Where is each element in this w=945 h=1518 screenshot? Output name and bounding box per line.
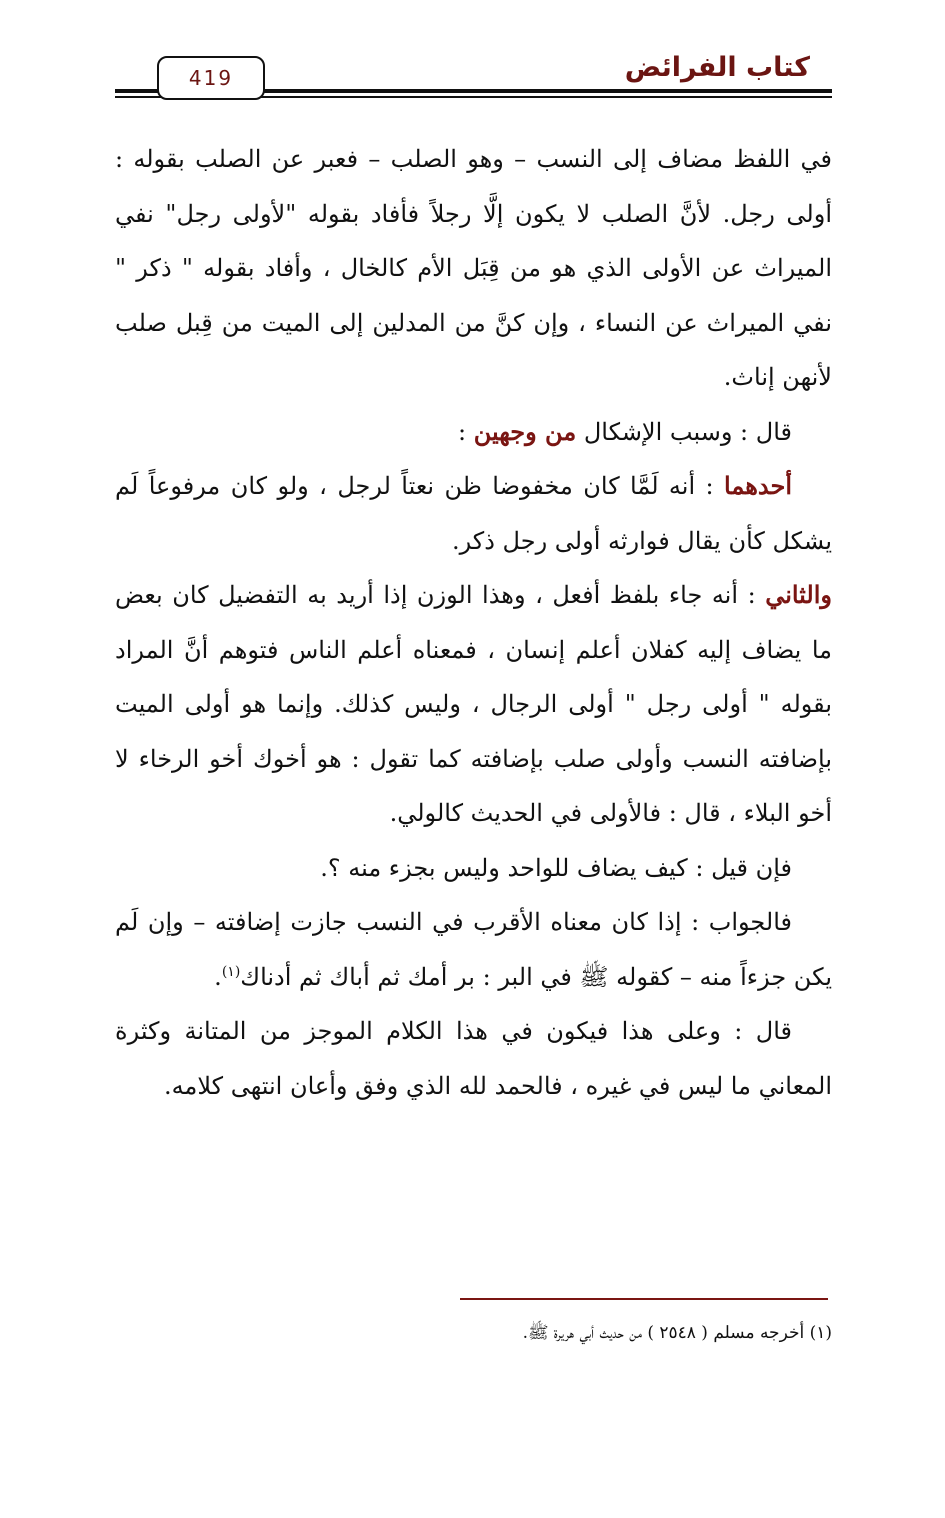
paragraph-2-text: قال : وسبب الإشكال xyxy=(576,417,792,446)
paragraph-4-highlight: والثاني xyxy=(765,580,832,609)
paragraph-2-highlight: من وجهين xyxy=(473,416,577,446)
paragraph-1: في اللفظ مضاف إلى النسب – وهو الصلب – فعبر عن الصلب بقوله : أولى رجل. لأنَّ الصلب لا يكون إلَّا رجلاً فأفاد بقوله "لأولى رجل" نفي الميراث عن الأولى الذي هو من قِبَل الأم كالخال ، وأفاد بقوله " ذكر " نفي الميراث عن النساء ، وإن كنَّ من المدلين إلى الميت من قِبل صلب لأنهن إناث. xyxy=(115,145,832,391)
body-text xyxy=(115,132,832,1113)
paragraph-6 xyxy=(115,895,832,1004)
page-number: 419 xyxy=(157,56,265,100)
paragraph-3-text: : أنه لَمَّا كان مخفوضا ظن نعتاً لرجل ، ولو كان مرفوعاً لَم يشكل كأن يقال فوارثه أولى رجل ذكر. xyxy=(115,472,832,555)
paragraph-4-text: : أنه جاء بلفظ أفعل ، وهذا الوزن إذا أريد به التفضيل كان بعض ما يضاف إليه كفلان أعلم إنسان ، فمعناه أعلم الناس فتوهم أنَّ المراد بقوله " أولى رجل " أولى الرجال ، وليس كذلك. وإنما هو أولى الميت بإضافته النسب وأولى صلب بإضافته كما تقول : هو أخوك أخو الرخاء لا أخو البلاء ، قال : فالأولى في الحديث كالولي. xyxy=(115,581,832,827)
paragraph-4 xyxy=(115,568,832,841)
paragraph-5: فإن قيل : كيف يضاف للواحد وليس بجزء منه ؟. xyxy=(320,853,792,882)
paragraph-6-end: . xyxy=(214,962,222,991)
paragraph-3 xyxy=(115,459,832,568)
paragraph-2 xyxy=(115,405,832,460)
page-header xyxy=(115,44,832,104)
paragraph-7: قال : وعلى هذا فيكون في هذا الكلام الموجز من المتانة وكثرة المعاني ما ليس في غيره ، فالحمد لله الذي وفق وأعان انتهى كلامه. xyxy=(115,1017,832,1100)
paragraph-2-end: : xyxy=(457,417,474,446)
footnote: (١) أخرجه مسلم ( ٢٥٤٨ ) من حديث أبي هريرة ﷺ. xyxy=(522,1323,832,1343)
paragraph-3-highlight: أحدهما xyxy=(724,471,792,500)
book-title: كتاب الفرائض xyxy=(624,52,810,83)
footnote-reference[interactable]: (١) xyxy=(221,963,241,980)
paragraph-6-text: فالجواب : إذا كان معناه الأقرب في النسب جازت إضافته – وإن لَم يكن جزءاً منه – كقوله ﷺ في البر : بر أمك ثم أباك ثم أدناك xyxy=(115,908,832,991)
footnote-divider xyxy=(460,1298,828,1300)
